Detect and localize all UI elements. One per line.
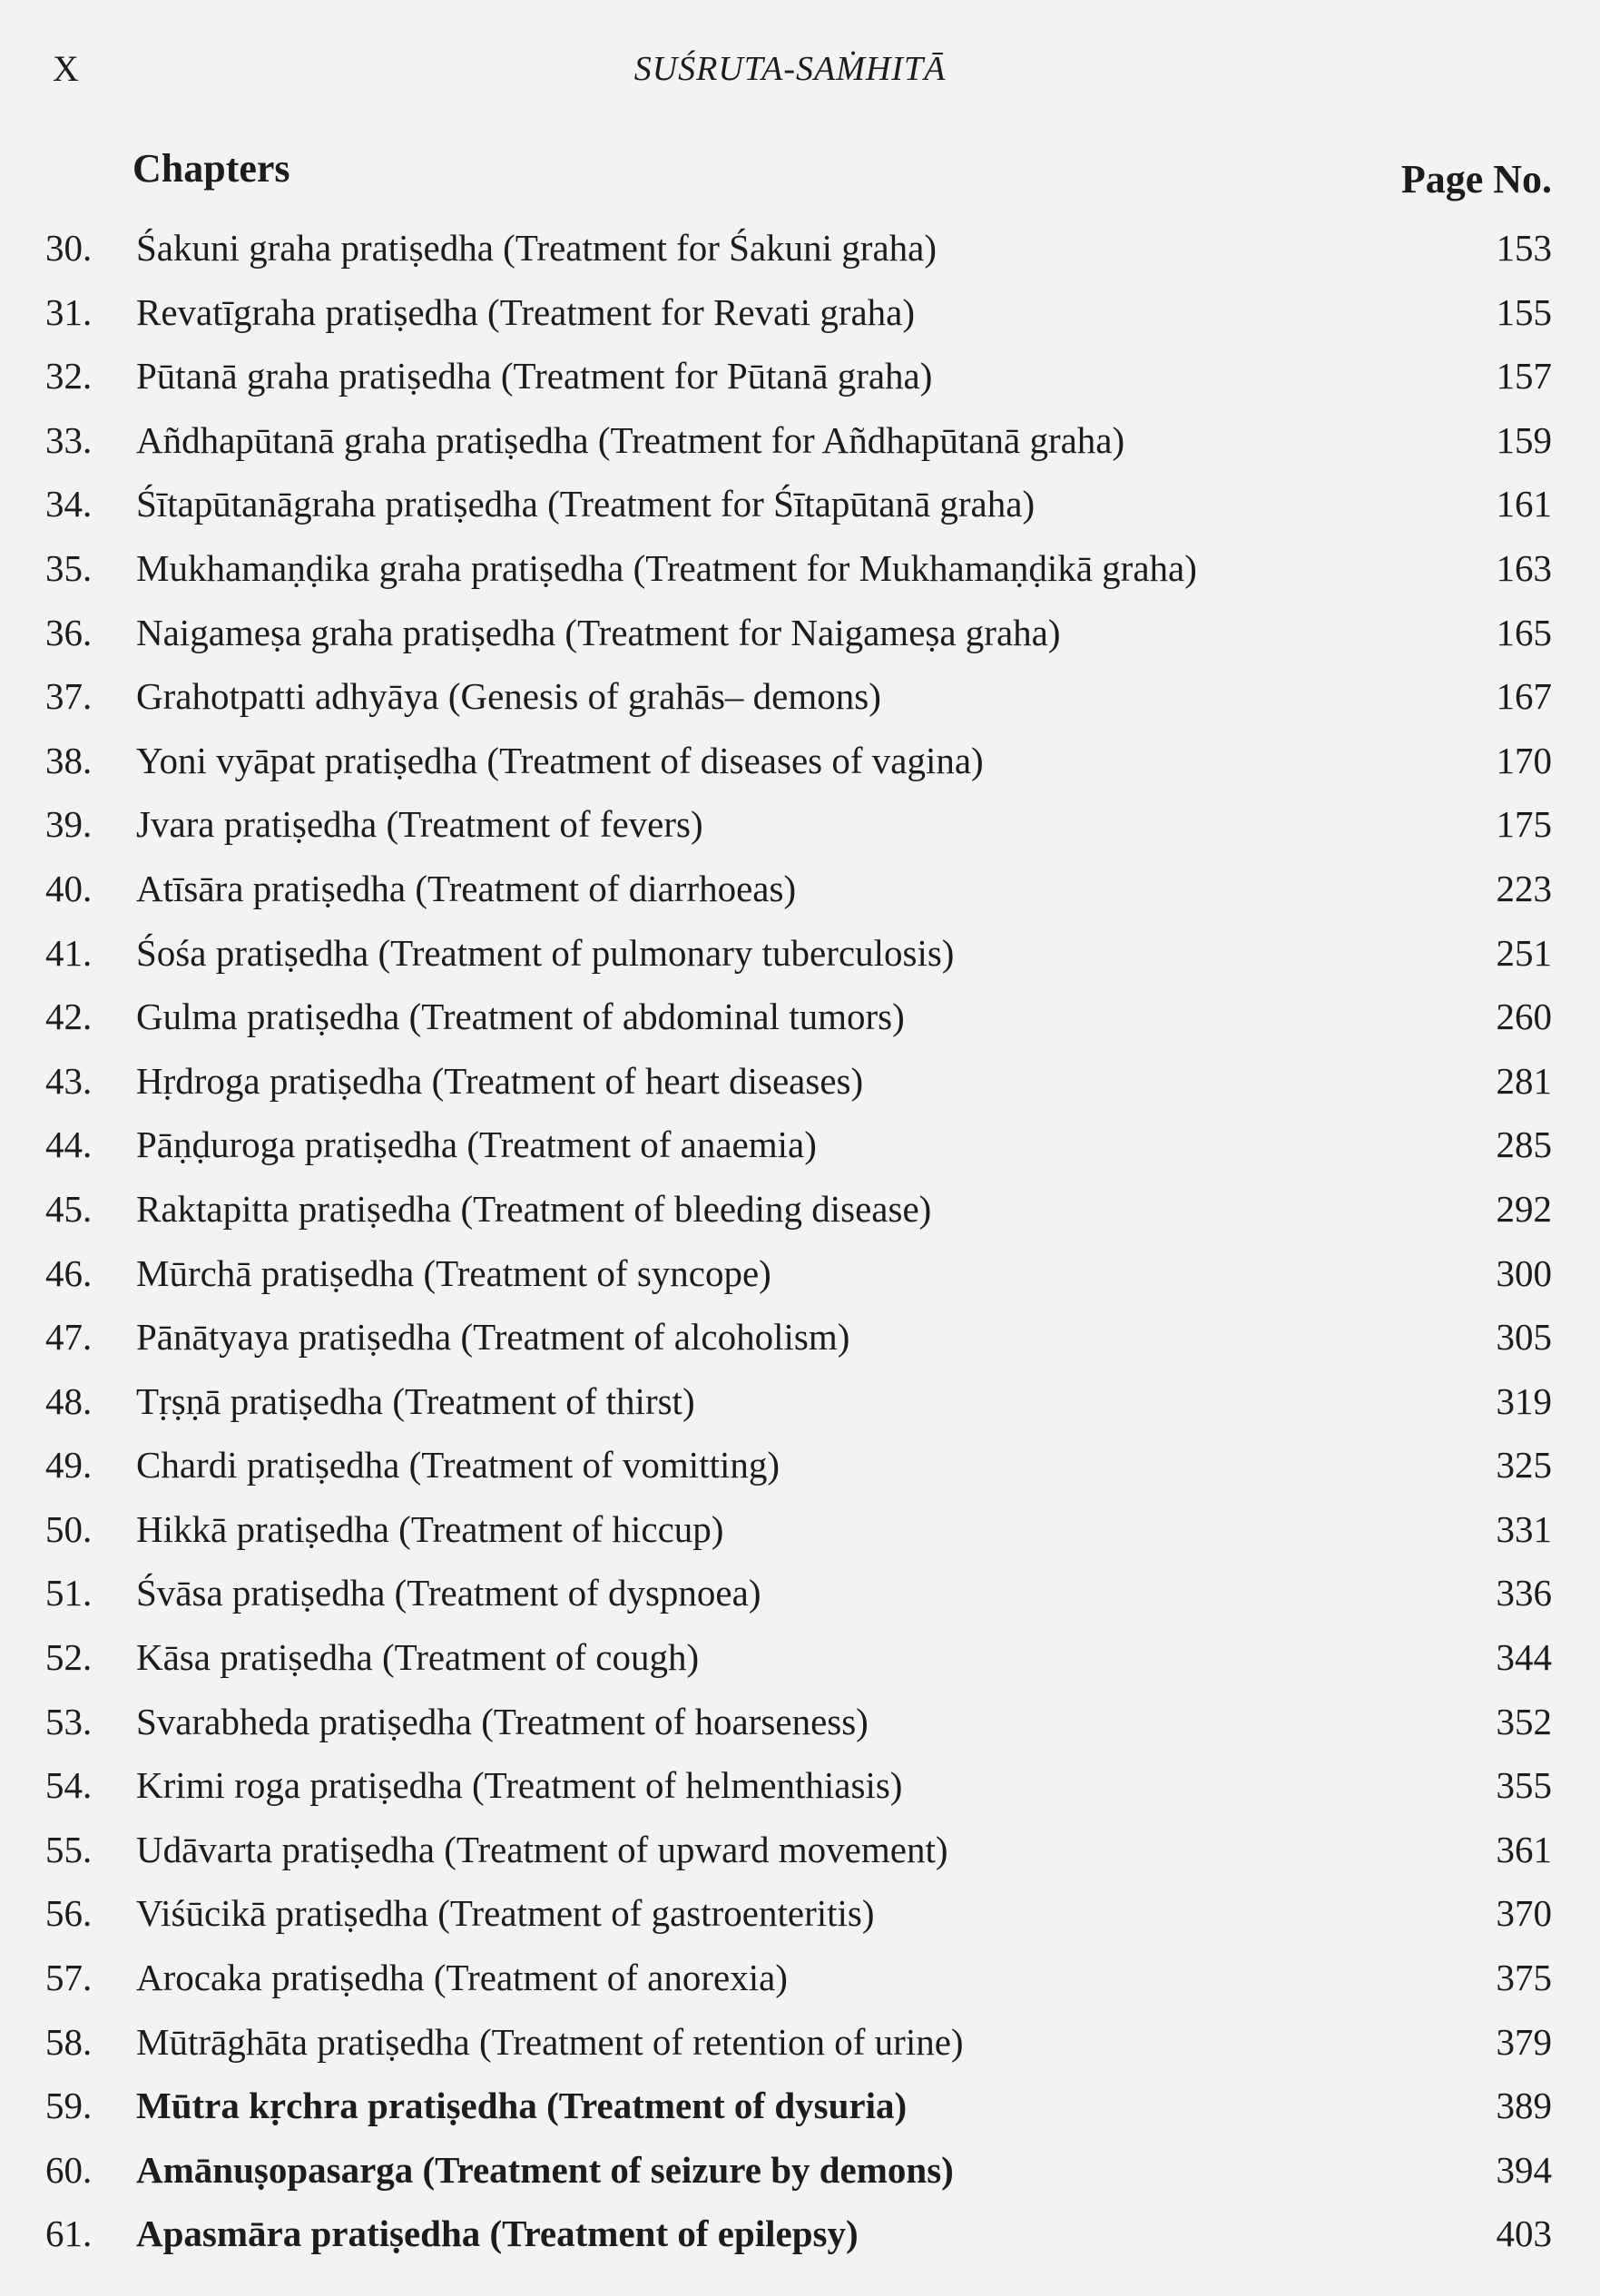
- chapter-title: Apasmāra pratiṣedha (Treatment of epilepsy): [136, 2213, 859, 2255]
- toc-entry: [45, 344, 1552, 408]
- toc-entry: [45, 1049, 1552, 1114]
- chapter-number: 33.: [45, 418, 93, 461]
- toc-entry: [45, 216, 1552, 280]
- chapter-number: 44.: [45, 1123, 93, 1166]
- page-number: 389: [1496, 2085, 1552, 2127]
- chapter-title: Svarabheda pratiṣedha (Treatment of hoarseness): [136, 1700, 869, 1742]
- page-number: 251: [1496, 931, 1552, 974]
- toc-entry: [45, 857, 1552, 921]
- toc-entry: [45, 1305, 1552, 1369]
- chapter-number: 39.: [45, 803, 93, 846]
- toc-entry: [45, 2010, 1552, 2075]
- chapter-title: Añdhapūtanā graha pratiṣedha (Treatment for Añdhapūtanā graha): [136, 418, 1125, 461]
- chapter-title: Amānuṣopasarga (Treatment of seizure by demons): [136, 2148, 954, 2191]
- page-number: 163: [1496, 546, 1552, 589]
- toc-entry: [45, 1561, 1552, 1625]
- chapter-title: Gulma pratiṣedha (Treatment of abdominal tumors): [136, 996, 905, 1038]
- page-number: 175: [1496, 803, 1552, 846]
- toc-entry: [45, 408, 1552, 473]
- page-number: 300: [1496, 1251, 1552, 1294]
- toc-entry: [45, 1753, 1552, 1818]
- chapter-title: Mūtra kṛchra pratiṣedha (Treatment of dysuria): [136, 2085, 908, 2127]
- chapter-number: 32.: [45, 355, 93, 397]
- chapter-number: 52.: [45, 1636, 93, 1679]
- toc-entry: [45, 1881, 1552, 1946]
- chapter-title: Jvara pratiṣedha (Treatment of fevers): [136, 803, 703, 846]
- chapter-title: Viśūcikā pratiṣedha (Treatment of gastroenteritis): [136, 1892, 875, 1935]
- page-number: 375: [1496, 1957, 1552, 1999]
- chapter-title: Yoni vyāpat pratiṣedha (Treatment of diseases of vagina): [136, 739, 984, 781]
- chapter-title: Raktapitta pratiṣedha (Treatment of bleeding disease): [136, 1187, 932, 1230]
- page-number: 285: [1496, 1123, 1552, 1166]
- chapters-heading: Chapters: [133, 146, 290, 191]
- page-number-heading: Page No.: [1400, 157, 1552, 201]
- toc-entry: [45, 792, 1552, 857]
- page-number: 159: [1496, 418, 1552, 461]
- chapter-number: 50.: [45, 1507, 93, 1550]
- running-head: [53, 47, 1527, 102]
- toc-entry: [45, 664, 1552, 729]
- toc-entry: [45, 1433, 1552, 1497]
- page-number: 161: [1496, 483, 1552, 525]
- chapter-number: 40.: [45, 867, 93, 909]
- toc-entry: [45, 1946, 1552, 2010]
- chapter-number: 60.: [45, 2148, 93, 2191]
- chapter-number: 37.: [45, 675, 93, 718]
- page-number: 355: [1496, 1764, 1552, 1807]
- page-number: 336: [1496, 1572, 1552, 1614]
- chapter-number: 35.: [45, 546, 93, 589]
- chapter-number: 45.: [45, 1187, 93, 1230]
- chapter-number: 36.: [45, 611, 93, 653]
- chapter-number: 42.: [45, 996, 93, 1038]
- chapter-title: Arocaka pratiṣedha (Treatment of anorexia): [136, 1957, 788, 1999]
- chapter-title: Mukhamaṇḍika graha pratiṣedha (Treatment for Mukhamaṇḍikā graha): [136, 546, 1197, 589]
- page-number: 155: [1496, 290, 1552, 333]
- chapter-title: Chardi pratiṣedha (Treatment of vomitting): [136, 1444, 780, 1487]
- page-number: 352: [1496, 1700, 1552, 1742]
- chapter-number: 56.: [45, 1892, 93, 1935]
- page-number: 165: [1496, 611, 1552, 653]
- toc-entry: [45, 472, 1552, 536]
- chapter-title: Grahotpatti adhyāya (Genesis of grahās– demons): [136, 675, 881, 718]
- chapter-title: Śvāsa pratiṣedha (Treatment of dyspnoea): [136, 1572, 761, 1614]
- chapter-number: 53.: [45, 1700, 93, 1742]
- chapter-number: 41.: [45, 931, 93, 974]
- page-number: 344: [1496, 1636, 1552, 1679]
- chapter-number: 38.: [45, 739, 93, 781]
- chapter-number: 46.: [45, 1251, 93, 1294]
- chapter-title: Pūtanā graha pratiṣedha (Treatment for Pūtanā graha): [136, 355, 933, 397]
- chapter-title: Śośa pratiṣedha (Treatment of pulmonary tuberculosis): [136, 931, 955, 974]
- chapter-number: 34.: [45, 483, 93, 525]
- page-number: 370: [1496, 1892, 1552, 1935]
- toc-entry: [45, 1177, 1552, 1241]
- chapter-title: Tṛṣṇā pratiṣedha (Treatment of thirst): [136, 1379, 695, 1422]
- toc-entry: [45, 985, 1552, 1049]
- chapter-number: 47.: [45, 1316, 93, 1359]
- page-number: 167: [1496, 675, 1552, 718]
- page-number: 379: [1496, 2020, 1552, 2063]
- chapter-number: 49.: [45, 1444, 93, 1487]
- toc-entry: [45, 601, 1552, 665]
- chapter-title: Krimi roga pratiṣedha (Treatment of helmenthiasis): [136, 1764, 903, 1807]
- page-number: 394: [1496, 2148, 1552, 2191]
- chapter-number: 58.: [45, 2020, 93, 2063]
- chapter-title: Pānātyaya pratiṣedha (Treatment of alcoholism): [136, 1316, 850, 1359]
- page-number: 319: [1496, 1379, 1552, 1422]
- page-number: 305: [1496, 1316, 1552, 1359]
- toc-entry: [45, 1818, 1552, 1882]
- chapter-title: Revatīgraha pratiṣedha (Treatment for Revati graha): [136, 290, 916, 333]
- page-number: 157: [1496, 355, 1552, 397]
- chapter-number: 30.: [45, 227, 93, 269]
- chapter-number: 59.: [45, 2085, 93, 2127]
- page-number: 260: [1496, 996, 1552, 1038]
- column-headings: [127, 145, 1552, 200]
- page-number: 331: [1496, 1507, 1552, 1550]
- chapter-number: 51.: [45, 1572, 93, 1614]
- page-number: 325: [1496, 1444, 1552, 1487]
- chapter-title: Mūtrāghāta pratiṣedha (Treatment of retention of urine): [136, 2020, 964, 2063]
- table-of-contents: [45, 216, 1552, 2266]
- toc-entry: [45, 1113, 1552, 1177]
- chapter-title: Śītapūtanāgraha pratiṣedha (Treatment for Śītapūtanā graha): [136, 483, 1036, 525]
- chapter-title: Hikkā pratiṣedha (Treatment of hiccup): [136, 1507, 724, 1550]
- chapter-title: Pāṇḍuroga pratiṣedha (Treatment of anaemia): [136, 1123, 817, 1166]
- toc-entry: [45, 729, 1552, 793]
- toc-entry: [45, 1690, 1552, 1754]
- chapter-number: 55.: [45, 1828, 93, 1870]
- page-number: 281: [1496, 1059, 1552, 1102]
- chapter-number: 54.: [45, 1764, 93, 1807]
- toc-entry: [45, 280, 1552, 345]
- chapter-title: Hṛdroga pratiṣedha (Treatment of heart diseases): [136, 1059, 864, 1102]
- chapter-title: Śakuni graha pratiṣedha (Treatment for Śakuni graha): [136, 227, 937, 269]
- chapter-title: Udāvarta pratiṣedha (Treatment of upward movement): [136, 1828, 948, 1870]
- chapter-title: Kāsa pratiṣedha (Treatment of cough): [136, 1636, 700, 1679]
- chapter-number: 61.: [45, 2213, 93, 2255]
- page-number: 170: [1496, 739, 1552, 781]
- chapter-title: Mūrchā pratiṣedha (Treatment of syncope): [136, 1251, 771, 1294]
- toc-entry: [45, 1241, 1552, 1306]
- page-number: 223: [1496, 867, 1552, 909]
- chapter-number: 31.: [45, 290, 93, 333]
- page-number: 153: [1496, 227, 1552, 269]
- toc-entry: [45, 921, 1552, 986]
- page-number: 292: [1496, 1187, 1552, 1230]
- page-number: 403: [1496, 2213, 1552, 2255]
- chapter-number: 57.: [45, 1957, 93, 1999]
- chapter-number: 48.: [45, 1379, 93, 1422]
- page-number: 361: [1496, 1828, 1552, 1870]
- toc-entry: [45, 2202, 1552, 2266]
- book-title: SUŚRUTA-SAṀHITĀ: [633, 50, 947, 88]
- toc-entry: [45, 1369, 1552, 1434]
- toc-entry: [45, 536, 1552, 601]
- chapter-title: Atīsāra pratiṣedha (Treatment of diarrhoeas): [136, 867, 797, 909]
- chapter-number: 43.: [45, 1059, 93, 1102]
- chapter-title: Naigameṣa graha pratiṣedha (Treatment for Naigameṣa graha): [136, 611, 1061, 653]
- toc-entry: [45, 1625, 1552, 1690]
- toc-entry: [45, 1497, 1552, 1562]
- toc-entry: [45, 2074, 1552, 2138]
- page-numeral: X: [53, 48, 80, 89]
- toc-entry: [45, 2138, 1552, 2203]
